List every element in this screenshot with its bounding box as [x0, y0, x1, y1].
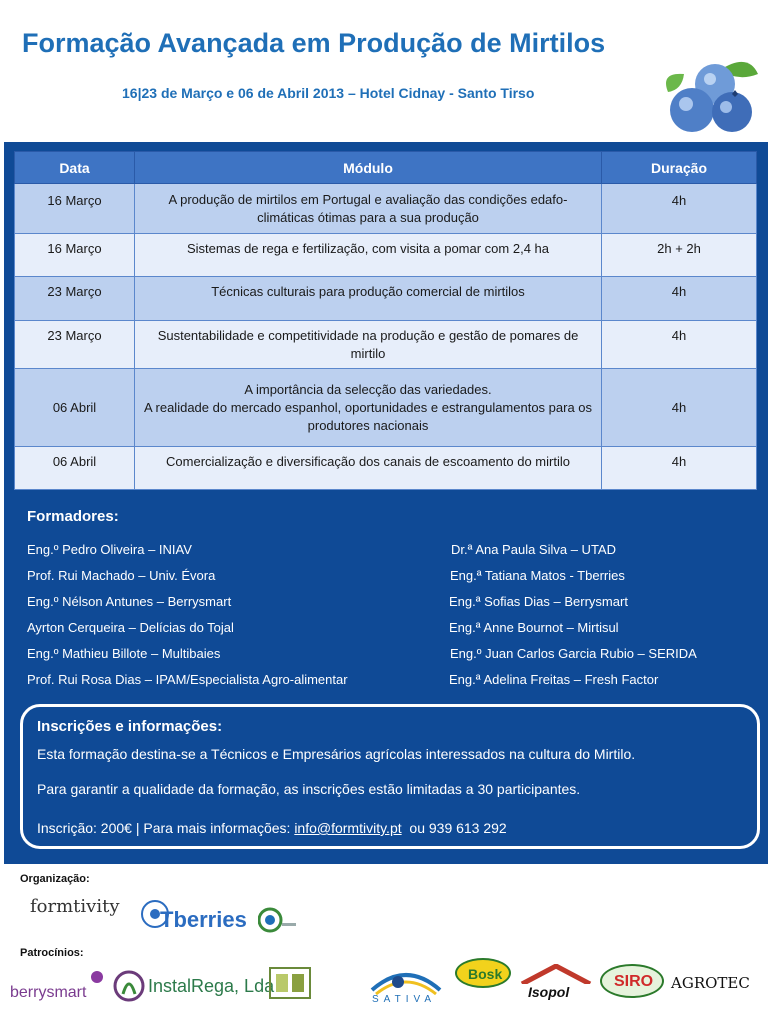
trainer-name: Ayrton Cerqueira – Delícias do Tojal	[27, 620, 234, 635]
session-module-line: A realidade do mercado espanhol, oportunidades e estrangulamentos para os produtores nacionais	[143, 399, 593, 433]
session-module: A produção de mirtilos em Portugal e avaliação das condições edafo-climáticas ótimas para a sua produção	[135, 184, 602, 234]
session-duration: 4h	[602, 184, 757, 234]
instalrega-icon	[113, 970, 145, 1002]
session-date: 23 Março	[15, 321, 135, 369]
trainer-name: Prof. Rui Rosa Dias – IPAM/Especialista Agro-alimentar	[27, 672, 348, 687]
table-row	[15, 234, 757, 277]
tberries-text: Tberries	[160, 907, 247, 932]
table-row	[15, 447, 757, 490]
session-module	[135, 369, 602, 447]
session-date: 16 Março	[15, 234, 135, 277]
session-duration: 2h + 2h	[602, 234, 757, 277]
trainer-name: Eng.º Pedro Oliveira – INIAV	[27, 542, 192, 557]
formtivity-logo: formtivity	[30, 896, 120, 917]
session-duration: 4h	[602, 447, 757, 490]
column-header-duration: Duração	[602, 152, 757, 184]
trainer-name: Prof. Rui Machado – Univ. Évora	[27, 568, 216, 583]
page-title: Formação Avançada em Produção de Mirtilos	[22, 28, 606, 58]
session-duration: 4h	[602, 277, 757, 321]
event-dates-location: 16|23 de Março e 06 de Abril 2013 – Hotel Cidnay - Santo Tirso	[122, 85, 535, 101]
session-module: Sistemas de rega e fertilização, com visita a pomar com 2,4 ha	[135, 234, 602, 277]
table-row	[15, 321, 757, 369]
certification-logo	[258, 905, 298, 935]
phone-text: ou 939 613 292	[401, 820, 507, 836]
trainer-name: Eng.ª Sofias Dias – Berrysmart	[449, 594, 628, 609]
contact-line	[37, 820, 507, 836]
header	[0, 0, 771, 145]
bosk-logo: Bosk	[468, 966, 503, 982]
trainer-name: Eng.º Juan Carlos Garcia Rubio – SERIDA	[450, 646, 697, 661]
bosk-badge	[455, 958, 511, 988]
siro-badge	[600, 964, 664, 998]
email-link[interactable]: info@formtivity.pt	[294, 820, 402, 836]
session-duration: 4h	[602, 321, 757, 369]
target-audience-text: Esta formação destina-se a Técnicos e Empresários agrícolas interessados na cultura do Mirtilo.	[37, 746, 636, 762]
sponsors-label: Patrocínios:	[20, 947, 84, 959]
session-date: 06 Abril	[15, 369, 135, 447]
table-row	[15, 277, 757, 321]
column-header-date: Data	[15, 152, 135, 184]
trainer-name: Eng.ª Anne Bournot – Mirtisul	[449, 620, 619, 635]
registration-heading: Inscrições e informações:	[37, 718, 223, 735]
trainers-list	[27, 542, 747, 702]
session-duration: 4h	[602, 369, 757, 447]
trainer-name: Dr.ª Ana Paula Silva – UTAD	[451, 542, 616, 557]
isopol-roof-icon	[520, 964, 592, 984]
organization-label: Organização:	[20, 873, 90, 885]
session-date: 23 Março	[15, 277, 135, 321]
session-module-line: A importância da selecção das variedades.	[244, 381, 492, 397]
table-row	[15, 184, 757, 234]
session-date: 06 Abril	[15, 447, 135, 490]
table-row	[15, 369, 757, 447]
sativa-logo: SATIVA	[372, 994, 437, 1005]
session-module: Técnicas culturais para produção comercial de mirtilos	[135, 277, 602, 321]
participant-limit-text: Para garantir a qualidade da formação, as inscrições estão limitadas a 30 participantes.	[37, 781, 581, 797]
trainer-name: Eng.ª Adelina Freitas – Fresh Factor	[449, 672, 659, 687]
berrysmart-logo: berrysmart	[10, 984, 87, 1001]
berrysmart-icon	[90, 970, 104, 984]
column-header-module: Módulo	[135, 152, 602, 184]
session-date: 16 Março	[15, 184, 135, 234]
trainers-heading: Formadores:	[27, 508, 119, 525]
trainer-name: Eng.ª Tatiana Matos - Tberries	[450, 568, 625, 583]
blueberries-image	[660, 52, 760, 138]
session-module: Comercialização e diversificação dos canais de escoamento do mirtilo	[135, 447, 602, 490]
registration-info-box	[20, 704, 760, 849]
agrotec-logo: AGROTEC	[671, 974, 750, 992]
sponsor-emblem-icon	[268, 966, 312, 1000]
fee-text: Inscrição: 200€ | Para mais informações:	[37, 820, 295, 836]
instalrega-logo: InstalRega, Lda	[148, 976, 275, 996]
schedule-table	[14, 151, 757, 490]
trainer-name: Eng.º Nélson Antunes – Berrysmart	[27, 594, 232, 609]
siro-logo: SIRO	[614, 973, 654, 990]
isopol-logo: Isopol	[528, 984, 570, 1000]
trainer-name: Eng.º Mathieu Billote – Multibaies	[27, 646, 221, 661]
session-module: Sustentabilidade e competitividade na produção e gestão de pomares de mirtilo	[135, 321, 602, 369]
